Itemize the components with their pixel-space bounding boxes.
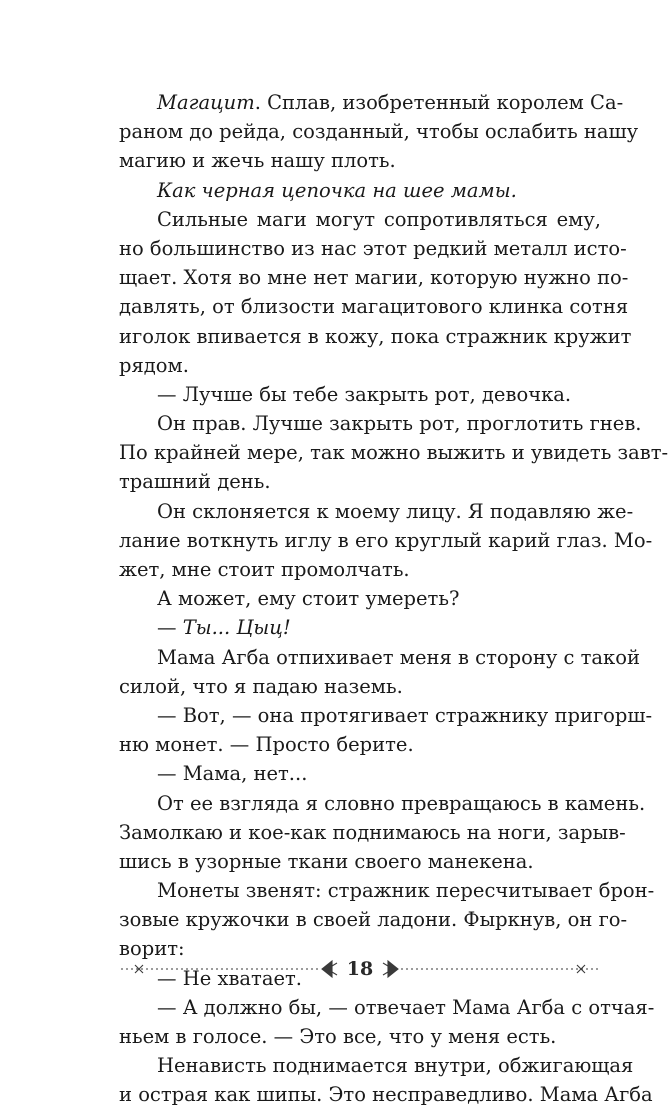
text-line: [119, 234, 627, 263]
text-line: [119, 1080, 653, 1109]
text-line: [119, 905, 628, 934]
text-line: [119, 263, 629, 292]
text-segment: — Вот, — она протягивает стражнику пригорш-: [157, 703, 653, 727]
text-segment: . Сплав, изобретенный королем Са-: [254, 91, 624, 114]
text-segment: ню монет. — Просто берите.: [119, 733, 414, 757]
text-line: [119, 88, 624, 117]
text-segment: Замолкаю и кое-как поднимаюсь на ноги, зарыв-: [119, 820, 626, 844]
text-line: [119, 176, 601, 205]
text-line: [119, 146, 601, 175]
text-line: [119, 409, 642, 438]
text-segment: — А должно бы, — отвечает Мама Агба с отчая-: [157, 995, 655, 1019]
text-segment: — Лучше бы тебе закрыть рот, девочка.: [157, 382, 572, 406]
text-segment: зовые кружочки в своей ладони. Фыркнув, он го-: [119, 908, 628, 932]
text-segment: лание воткнуть иглу в его круглый карий глаз. Мо-: [119, 528, 653, 552]
text-segment: —: [157, 616, 183, 640]
text-segment: трашний день.: [119, 470, 271, 494]
text-line: [119, 701, 653, 730]
text-segment: — Мама, нет...: [157, 762, 308, 786]
text-line: [119, 672, 601, 701]
text-segment: Сильные маги могут сопротивляться ему,: [157, 207, 601, 231]
text-segment: шись в узорные ткани своего манекена.: [119, 849, 534, 873]
text-segment: раном до рейда, созданный, чтобы ослабить нашу: [119, 120, 639, 144]
text-line: [119, 993, 655, 1022]
text-line: [119, 526, 653, 555]
text-line: [119, 876, 655, 905]
text-line: [119, 555, 601, 584]
text-line: [119, 380, 601, 409]
page-number: 18: [346, 958, 374, 980]
text-line: [119, 759, 601, 788]
text-segment: Он склоняется к моему лицу. Я подавляю же-: [157, 499, 634, 523]
text-segment: От ее взгляда я словно превращаюсь в камень.: [157, 791, 646, 815]
text-line: [119, 438, 669, 467]
text-segment: ворит:: [119, 937, 185, 961]
text-segment: магию и жечь нашу плоть.: [119, 149, 396, 173]
text-segment: А может, ему стоит умереть?: [157, 587, 460, 611]
text-line: [119, 117, 639, 146]
page-footer: [119, 954, 601, 988]
text-segment: Он прав. Лучше закрыть рот, проглотить гнев.: [157, 412, 642, 436]
text-segment: Ненависть поднимается внутри, обжигающая: [157, 1054, 634, 1078]
text-segment: щает. Хотя во мне нет магии, которую нужно по-: [119, 266, 629, 290]
text-line: [119, 1022, 601, 1051]
text-segment: силой, что я падаю наземь.: [119, 674, 403, 698]
text-segment: Монеты звенят: стражник пересчитывает брон-: [157, 879, 655, 903]
text-line: [119, 322, 632, 351]
text-segment: жет, мне стоит промолчать.: [119, 558, 410, 581]
text-segment: — Не хватает.: [157, 966, 302, 990]
text-segment: рядом.: [119, 353, 189, 377]
text-line: [119, 292, 629, 321]
text-line: [119, 467, 601, 496]
text-line: [119, 584, 601, 613]
text-segment: Мама Агба отпихивает меня в сторону с такой: [157, 645, 640, 669]
text-line: [119, 351, 601, 380]
text-segment: По крайней мере, так можно выжить и увидеть завт-: [119, 441, 669, 465]
italic-text-segment: Магацит: [157, 91, 255, 114]
text-segment: иголок впивается в кожу, пока стражник кружит: [119, 324, 632, 348]
text-line: [119, 847, 601, 876]
text-segment: но большинство из нас этот редкий металл исто-: [119, 236, 627, 260]
italic-text-segment: Как черная цепочка на шее мамы.: [157, 178, 517, 202]
text-segment: давлять, от близости магацитового клинка сотня: [119, 295, 629, 319]
italic-text-segment: Ты... Цыц!: [182, 616, 291, 640]
text-line: [119, 1051, 634, 1080]
text-line: [119, 497, 634, 526]
text-line: [119, 205, 601, 234]
text-line: [119, 730, 601, 759]
text-segment: ньем в голосе. — Это все, что у меня есть.: [119, 1025, 557, 1048]
text-line: [119, 613, 601, 642]
text-line: [119, 643, 640, 672]
text-line: [119, 789, 646, 818]
text-segment: и острая как шипы. Это несправедливо. Мама Агба: [119, 1083, 653, 1107]
text-line: [119, 818, 626, 847]
